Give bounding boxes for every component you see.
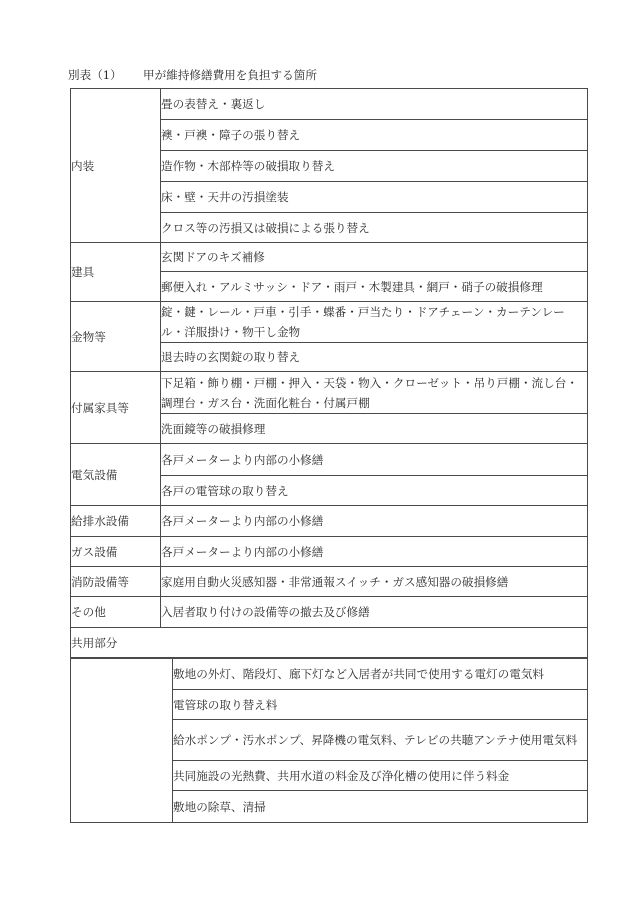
table-row [71,372,588,414]
item-cell: 畳の表替え・裏返し [161,89,588,120]
repair-responsibility-table [70,88,588,659]
table-row [71,89,588,120]
table-row [71,567,588,597]
item-cell: 入居者取り付けの設備等の撤去及び修繕 [161,597,588,628]
table-row [71,658,588,690]
item-cell: 床・壁・天井の汚損塗装 [161,182,588,213]
table-number-label: 別表（1） [68,68,122,82]
common-item-cell: 電管球の取り替え料 [173,690,588,720]
item-cell: 下足箱・飾り棚・戸棚・押入・天袋・物入・クローゼット・吊り戸棚・流し台・調理台・ガス台・洗面化粧台・付属戸棚 [161,372,588,414]
table-row [71,506,588,537]
common-item-cell: 共同施設の光熱費、共用水道の料金及び浄化槽の使用に伴う料金 [173,761,588,791]
category-cell-other: その他 [71,597,161,628]
common-item-cell: 給水ポンプ・汚水ポンプ、昇降機の電気料、テレビの共聴アンテナ使用電気料 [173,720,588,761]
category-cell-gas: ガス設備 [71,537,161,567]
table-row [71,628,588,659]
table-caption [68,67,317,83]
item-cell: 家庭用自動火災感知器・非常通報スイッチ・ガス感知器の破損修繕 [161,567,588,597]
item-cell: 造作物・木部枠等の破損取り替え [161,151,588,182]
category-cell-interior: 内装 [71,89,161,243]
common-item-cell: 敷地の外灯、階段灯、廊下灯など入居者が共同で使用する電灯の電気料 [173,658,588,690]
table-row [71,597,588,628]
table-row [71,537,588,567]
item-cell: 各戸メーターより内部の小修繕 [161,506,588,537]
common-item-cell: 敷地の除草、清掃 [173,791,588,823]
category-cell-electrical: 電気設備 [71,444,161,506]
item-cell: 襖・戸襖・障子の張り替え [161,120,588,151]
item-cell: 玄関ドアのキズ補修 [161,243,588,272]
category-cell-furniture: 付属家具等 [71,372,161,444]
category-cell-hardware: 金物等 [71,302,161,372]
common-area-heading: 共用部分 [71,628,588,659]
common-area-table [70,657,588,823]
item-cell: 各戸メーターより内部の小修繕 [161,537,588,567]
item-cell: 退去時の玄関錠の取り替え [161,343,588,372]
table-row [71,302,588,343]
item-cell: 各戸の電管球の取り替え [161,476,588,506]
category-cell-fittings: 建具 [71,243,161,302]
item-cell: 洗面鏡等の破損修理 [161,414,588,444]
table-row [71,243,588,272]
category-cell-fire-safety: 消防設備等 [71,567,161,597]
table-row [71,444,588,476]
category-cell-plumbing: 給排水設備 [71,506,161,537]
item-cell: クロス等の汚損又は破損による張り替え [161,213,588,243]
item-cell: 錠・鍵・レール・戸車・引手・蝶番・戸当たり・ドアチェーン・カーテンレール・洋服掛け・物干し金物 [161,302,588,343]
item-cell: 郵便入れ・アルミサッシ・ドア・雨戸・木製建具・網戸・硝子の破損修理 [161,272,588,302]
item-cell: 各戸メーターより内部の小修繕 [161,444,588,476]
table-title: 甲が維持修繕費用を負担する箇所 [143,68,317,82]
common-area-blank-cell [71,658,173,823]
